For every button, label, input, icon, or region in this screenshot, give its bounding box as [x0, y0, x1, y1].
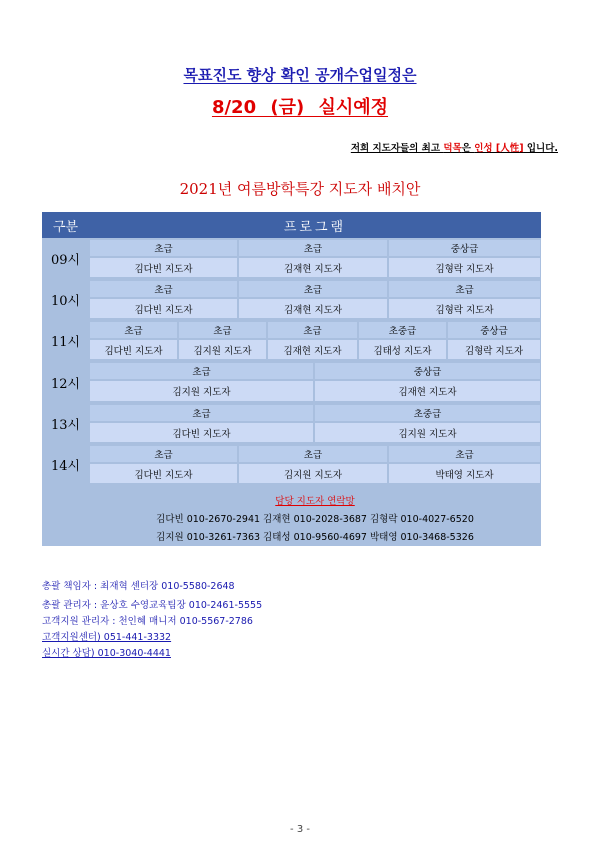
teacher-cell: 김태성 지도자	[359, 340, 446, 359]
level-cell: 초급	[239, 446, 387, 462]
teacher-cell: 김형락 지도자	[389, 299, 540, 318]
level-cell: 초급	[389, 281, 540, 297]
teacher-cell: 김재현 지도자	[268, 340, 357, 359]
level-cell: 초급	[90, 405, 313, 421]
level-cell: 중상급	[389, 240, 540, 256]
level-cell: 초급	[389, 446, 540, 462]
teacher-cell: 김형락 지도자	[389, 258, 540, 277]
teacher-cell: 김지원 지도자	[179, 340, 266, 359]
teacher-cell: 김다빈 지도자	[90, 258, 237, 277]
header-category: 구분	[42, 212, 89, 238]
announcement-date: 8/20 (금) 실시예정	[211, 97, 389, 118]
footer-line: 실시간 상담) 010-3040-4441	[42, 648, 171, 659]
time-label: 12시	[50, 376, 81, 392]
level-cell: 초급	[268, 322, 357, 338]
level-cell: 초급	[90, 240, 237, 256]
teacher-cell: 김지원 지도자	[315, 423, 540, 442]
time-label: 10시	[50, 294, 81, 309]
teacher-cell: 김지원 지도자	[239, 464, 387, 483]
footer-line: 총괄 관리자 : 윤상호 수영교육팀장 010-2461-5555	[42, 600, 263, 611]
footer-line: 고객지원 관리자 : 천인혜 매니저 010-5567-2786	[42, 616, 253, 627]
teacher-cell: 김재현 지도자	[239, 299, 387, 318]
time-label: 14시	[50, 459, 81, 474]
teacher-cell: 김형락 지도자	[448, 340, 540, 359]
teacher-cell: 김다빈 지도자	[90, 299, 237, 318]
level-cell: 중상급	[315, 363, 540, 379]
level-cell: 초급	[239, 281, 387, 297]
header-program: 프로그램	[89, 212, 541, 238]
contact-line: 김다빈 010-2670-2941 김재현 010-2028-3687 김형락 010-4027-6520	[156, 514, 474, 525]
footer-line: 총괄 책임자 : 최재혁 센터장 010-5580-2648	[42, 581, 235, 592]
teacher-cell: 박태영 지도자	[389, 464, 540, 483]
level-cell: 중상급	[448, 322, 540, 338]
level-cell: 초중급	[315, 405, 540, 421]
level-cell: 초급	[239, 240, 387, 256]
contact-line: 김지원 010-3261-7363 김태성 010-9560-4697 박태영 010-3468-5326	[156, 532, 474, 543]
page-number: - 3 -	[290, 824, 310, 835]
contact-title: 담당 지도자 연락망	[275, 496, 355, 507]
footer-line: 고객지원센터) 051-441-3332	[42, 632, 172, 643]
level-cell: 초급	[179, 322, 266, 338]
time-label: 11시	[50, 335, 81, 350]
announcement-title: 목표진도 향상 확인 공개수업일정은	[183, 66, 417, 84]
teacher-cell: 김지원 지도자	[90, 381, 313, 401]
schedule-table	[42, 212, 541, 546]
virtue-note: 저희 지도자들의 최고 덕목은 인성 [人性] 입니다.	[350, 143, 558, 154]
schedule-heading: 2021년 여름방학특강 지도자 배치안	[179, 180, 421, 198]
teacher-cell: 김재현 지도자	[315, 381, 540, 401]
time-label: 09시	[50, 253, 81, 268]
level-cell: 초중급	[359, 322, 446, 338]
level-cell: 초급	[90, 363, 313, 379]
time-label: 13시	[50, 418, 81, 433]
level-cell: 초급	[90, 446, 237, 462]
teacher-cell: 김재현 지도자	[239, 258, 387, 277]
teacher-cell: 김다빈 지도자	[90, 423, 313, 442]
level-cell: 초급	[90, 322, 177, 338]
level-cell: 초급	[90, 281, 237, 297]
teacher-cell: 김다빈 지도자	[90, 464, 237, 483]
contact-box	[89, 487, 541, 546]
teacher-cell: 김다빈 지도자	[90, 340, 177, 359]
schedule-body	[42, 238, 541, 546]
